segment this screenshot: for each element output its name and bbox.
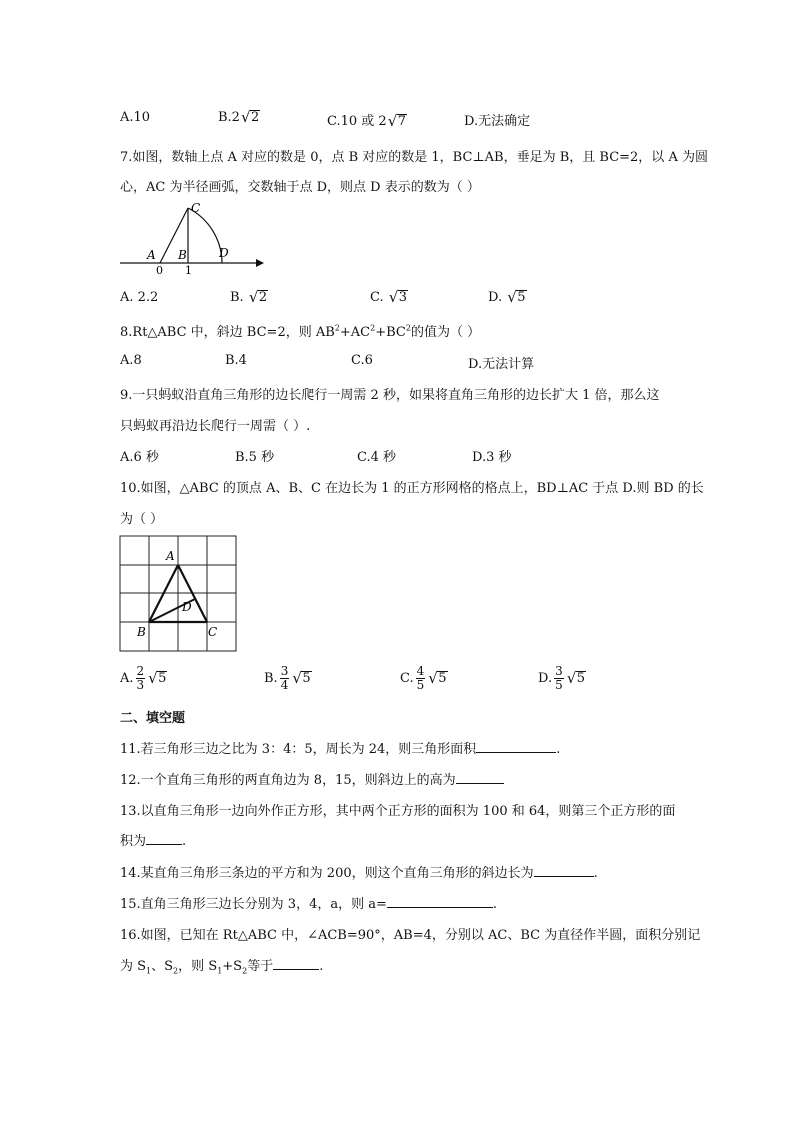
q7-text-line2: 心，AC 为半径画弧，交数轴于点 D，则点 D 表示的数为（ ） bbox=[120, 180, 480, 195]
answer-blank bbox=[534, 864, 594, 877]
q9-option-b: B.5 秒 bbox=[235, 450, 275, 465]
q9-option-c: C.4 秒 bbox=[357, 450, 397, 465]
answer-blank bbox=[387, 895, 493, 908]
label-c: C bbox=[191, 201, 201, 215]
q7-option-a: A. 2.2 bbox=[120, 290, 159, 305]
tick-1: 1 bbox=[185, 264, 192, 276]
q8-option-a: A.8 bbox=[120, 353, 142, 368]
label-d: D bbox=[182, 600, 192, 614]
q6-option-a: A.10 bbox=[120, 110, 151, 125]
label-a: A bbox=[147, 248, 156, 262]
tick-0: 0 bbox=[156, 264, 163, 276]
q7-option-d: D. √ 5 bbox=[488, 288, 526, 306]
q9-text-line2: 只蚂蚁再沿边长爬行一周需（ ）. bbox=[120, 419, 311, 434]
answer-blank bbox=[273, 957, 319, 970]
q6-option-b: B.2 √ 2 bbox=[218, 108, 260, 126]
label-a: A bbox=[166, 549, 175, 563]
q13-text-line1: 13.以直角三角形一边向外作正方形，其中两个正方形的面积为 100 和 64，则第三个正方形的面 bbox=[120, 804, 676, 819]
arc-cd bbox=[188, 208, 222, 263]
q10-option-c: C. $\frac{4}{5}$ √ 5 bbox=[400, 664, 447, 692]
q8-option-b: B.4 bbox=[225, 353, 247, 368]
q9-text-line1: 9.一只蚂蚁沿直角三角形的边长爬行一周需 2 秒，如果将直角三角形的边长扩大 1 倍，那么这 bbox=[120, 388, 660, 403]
q10-text-line2: 为（ ） bbox=[120, 512, 164, 527]
answer-blank bbox=[476, 740, 556, 753]
q7-number-line-figure bbox=[118, 200, 268, 276]
q9-option-a: A.6 秒 bbox=[120, 450, 159, 465]
q10-text-line1: 10.如图，△ABC 的顶点 A、B、C 在边长为 1 的正方形网格的格点上，BD⊥AC 于点 D.则 BD 的长 bbox=[120, 481, 704, 496]
q12-text: 12.一个直角三角形的两直角边为 8，15，则斜边上的高为 bbox=[120, 769, 504, 788]
q16-text-line1: 16.如图，已知在 Rt△ABC 中，∠ACB=90°，AB=4，分别以 AC、BC 为直径作半圆，面积分别记 bbox=[120, 928, 701, 943]
q8-text: 8.Rt△ABC 中，斜边 BC=2，则 $AB^2+AC^2+BC^2$的值为（ ） bbox=[120, 323, 481, 340]
label-b: B bbox=[137, 625, 146, 639]
q13-text-line2: 积为 . bbox=[120, 834, 187, 849]
q7-text-line1: 7.如图，数轴上点 A 对应的数是 0，点 B 对应的数是 1，BC⊥AB，垂足为 B，且 BC=2，以 A 为圆 bbox=[120, 150, 708, 165]
q10-grid-figure bbox=[119, 535, 239, 653]
label-d: D bbox=[219, 246, 229, 260]
q10-option-b: B. $\frac{3}{4}$ √ 5 bbox=[264, 664, 311, 692]
q10-option-a: A. $\frac{2}{3}$ √ 5 bbox=[120, 664, 167, 692]
q11-text: 11.若三角形三边之比为 3：4：5，周长为 24，则三角形面积 . bbox=[120, 742, 561, 757]
q8-option-c: C.6 bbox=[351, 353, 373, 368]
q10-option-d: D. $\frac{3}{5}$ √ 5 bbox=[538, 664, 586, 692]
q16-text-line2: 为 $S_1$、$S_2$，则 $S_1+S_2$等于 . bbox=[120, 959, 324, 976]
q7-option-b: B. √ 2 bbox=[230, 288, 268, 306]
q9-option-d: D.3 秒 bbox=[472, 450, 512, 465]
q6-option-c: C.10 或 2 √ 7 bbox=[327, 112, 406, 130]
q15-text: 15.直角三角形三边长分别为 3，4，a，则 a= . bbox=[120, 897, 498, 912]
section-heading-fill-in: 二、填空题 bbox=[120, 711, 186, 726]
label-c: C bbox=[208, 625, 218, 639]
axis-arrow-icon bbox=[256, 259, 264, 267]
q6-option-d: D.无法确定 bbox=[464, 114, 531, 129]
q8-option-d: D.无法计算 bbox=[468, 357, 535, 372]
q7-option-c: C. √ 3 bbox=[370, 288, 408, 306]
label-b: B bbox=[178, 248, 187, 262]
q14-text: 14.某直角三角形三条边的平方和为 200，则这个直角三角形的斜边长为 . bbox=[120, 866, 598, 881]
answer-blank bbox=[146, 832, 182, 845]
answer-blank bbox=[456, 771, 504, 784]
